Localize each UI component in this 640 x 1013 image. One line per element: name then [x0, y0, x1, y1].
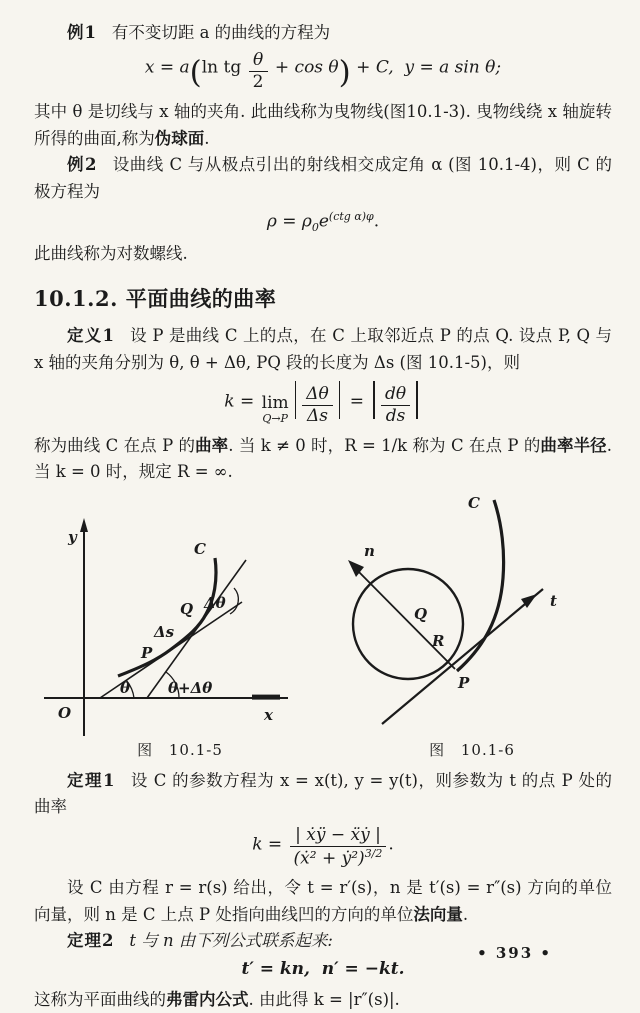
- formula-tractrix: [34, 51, 612, 92]
- fig5-label-theta: θ: [120, 678, 131, 697]
- fig5-label-point-q: Q: [180, 599, 194, 618]
- fig6-label-curve-c: C: [468, 493, 480, 512]
- theorem2-text: t 与 n 由下列公式联系起来:: [129, 931, 333, 951]
- theorem2-label: 定理2: [67, 931, 115, 951]
- fig5-label-curve-c: C: [194, 539, 206, 558]
- bold-curvature-radius: 曲率半径: [540, 435, 607, 455]
- curve-C: [118, 558, 216, 676]
- page-number: • 393 •: [477, 944, 552, 962]
- paren-open: (: [189, 54, 202, 91]
- fraction-curvature: $\frac{\text{| ẋÿ − ẍẏ |}}{(ẋ^2 + ẏ^2)^{3/2}}$: [290, 826, 387, 869]
- normal-line-n: [354, 567, 455, 669]
- formula-parametric-curvature: k = $\frac{\text{| ẋÿ − ẍẏ |}}{(ẋ^2 + ẏ^2)^{3/2}}$ .: [252, 824, 394, 869]
- theorem1-label: 定理1: [67, 770, 116, 790]
- para-frenet-note: 这称为平面曲线的弗雷内公式. 由此得 k = |r″(s)|.: [34, 989, 400, 1009]
- paren-close: ): [338, 54, 351, 91]
- formula-curvature-limit: k = lim Q→P $\frac{\Delta\theta}{\Delta s}$ = $\frac{d\theta}{ds}$: [34, 381, 612, 426]
- fig5-label-delta-s: Δs: [154, 622, 175, 641]
- para-unit-normal: 设 C 由方程 r = r(s) 给出，令 t = r′(s)，n 是 t′(s) = r″(s) 方向的单位向量，则 n 是 C 上点 P 处指向曲线凹的方向的单位法向量.: [34, 878, 612, 924]
- para-curvature-radius: 称为曲线 C 在点 P 的曲率. 当 k ≠ 0 时，R = 1/k 称为 C 在点 P 的曲率半径. 当 k = 0 时，规定 R = ∞.: [34, 435, 612, 482]
- formula-tractrix-lntg: ln tg: [201, 57, 247, 78]
- figure-10-1-6-caption: 图 10.1-6: [429, 740, 515, 759]
- bold-normal-vector: 法向量: [413, 904, 463, 924]
- definition1-text: 设 P 是曲线 C 上的点，在 C 上取邻近点 P 的点 Q. 设点 P, Q 与 x 轴的夹角分别为 θ, θ + Δθ, PQ 段的长度为 Δs (图 10.1-5)，则: [34, 326, 612, 372]
- limit-operator: lim Q→P: [261, 392, 289, 425]
- para-log-spiral-note: 此曲线称为对数螺线.: [34, 244, 188, 264]
- figure-10-1-5: [36, 510, 324, 762]
- definition1-label: 定义1: [67, 326, 116, 346]
- abs-bar: [295, 381, 297, 419]
- figure-10-1-6: [324, 490, 620, 762]
- fraction-dtheta-ds-delta: $\frac{\Delta\theta}{\Delta s}$: [302, 385, 333, 426]
- figure-10-1-6-drawing: [324, 490, 620, 738]
- abs-bar: [339, 381, 341, 419]
- figures-row: [36, 490, 606, 762]
- fig5-label-point-p: P: [141, 643, 153, 662]
- fraction-dtheta-ds: $\frac{d\theta}{ds}$: [381, 385, 410, 426]
- fig5-label-delta-theta: Δθ: [204, 593, 226, 612]
- fig5-label-x-axis: x: [264, 705, 273, 724]
- fig6-label-tangent-t: t: [550, 591, 557, 610]
- para-theorem1: [34, 768, 612, 821]
- formula-tractrix-post: + C, y = a sin θ;: [350, 57, 502, 78]
- y-axis-arrow-icon: [80, 518, 88, 532]
- para-example2: [34, 152, 612, 205]
- bold-pseudosphere: 伪球面: [154, 128, 205, 148]
- fraction-theta-2: $\frac{\theta}{2}$: [249, 51, 268, 92]
- example2-label: 例2: [67, 155, 98, 175]
- subscript-zero: 0: [311, 221, 319, 235]
- theorem1-text: 设 C 的参数方程为 x = x(t), y = y(t)，则参数为 t 的点 P 处的曲率: [34, 770, 612, 817]
- figure-10-1-5-caption: 图 10.1-5: [137, 740, 223, 759]
- bold-frenet-formula: 弗雷内公式: [166, 989, 249, 1009]
- section-heading: 10.1.2. 平面曲线的曲率: [34, 285, 277, 311]
- bold-curvature: 曲率: [195, 435, 229, 455]
- exponent-ctg: (ctg α)φ: [328, 210, 374, 224]
- x-axis-arrow-icon: [252, 694, 280, 699]
- example2-text: 设曲线 C 与从极点引出的射线相交成定角 α (图 10.1-4)，则 C 的极方程为: [34, 155, 612, 201]
- figure-10-1-5-drawing: [36, 510, 324, 738]
- fig6-label-radius-r: R: [432, 631, 445, 650]
- abs-bar: [373, 381, 375, 419]
- page-body: [34, 20, 612, 1013]
- fig5-label-theta-plus: θ+Δθ: [168, 678, 213, 697]
- fig6-label-center-q: Q: [414, 604, 428, 623]
- abs-bar: [416, 381, 418, 419]
- formula-tractrix-cos: + cos θ: [269, 57, 339, 78]
- fig6-label-point-p: P: [458, 673, 470, 692]
- formula-tractrix-pre: x = a: [144, 57, 190, 78]
- example1-label: 例1: [67, 23, 97, 42]
- para-tractrix-note: 其中 θ 是切线与 x 轴的夹角. 此曲线称为曳物线(图10.1-3). 曳物线绕 x 轴旋转所得的曲面,称为伪球面.: [34, 102, 612, 148]
- formula-log-spiral: $\rho = \rho_0e^{(ctg \alpha)\varphi}$.: [266, 210, 380, 235]
- fig6-label-normal-n: n: [364, 541, 375, 560]
- example1-text: 有不变切距 a 的曲线的方程为: [111, 23, 331, 42]
- osculating-circle: [353, 569, 463, 679]
- tangent-line-t: [382, 589, 543, 724]
- formula-frenet: t′ = kn, n′ = −kt.: [241, 959, 405, 980]
- para-example1: [34, 20, 612, 46]
- fig5-label-y-axis: y: [68, 527, 77, 546]
- fig5-label-origin: O: [58, 703, 72, 722]
- para-definition1: [34, 323, 612, 376]
- exponent-3-2: 3/2: [364, 846, 383, 860]
- curve-C: [457, 500, 504, 671]
